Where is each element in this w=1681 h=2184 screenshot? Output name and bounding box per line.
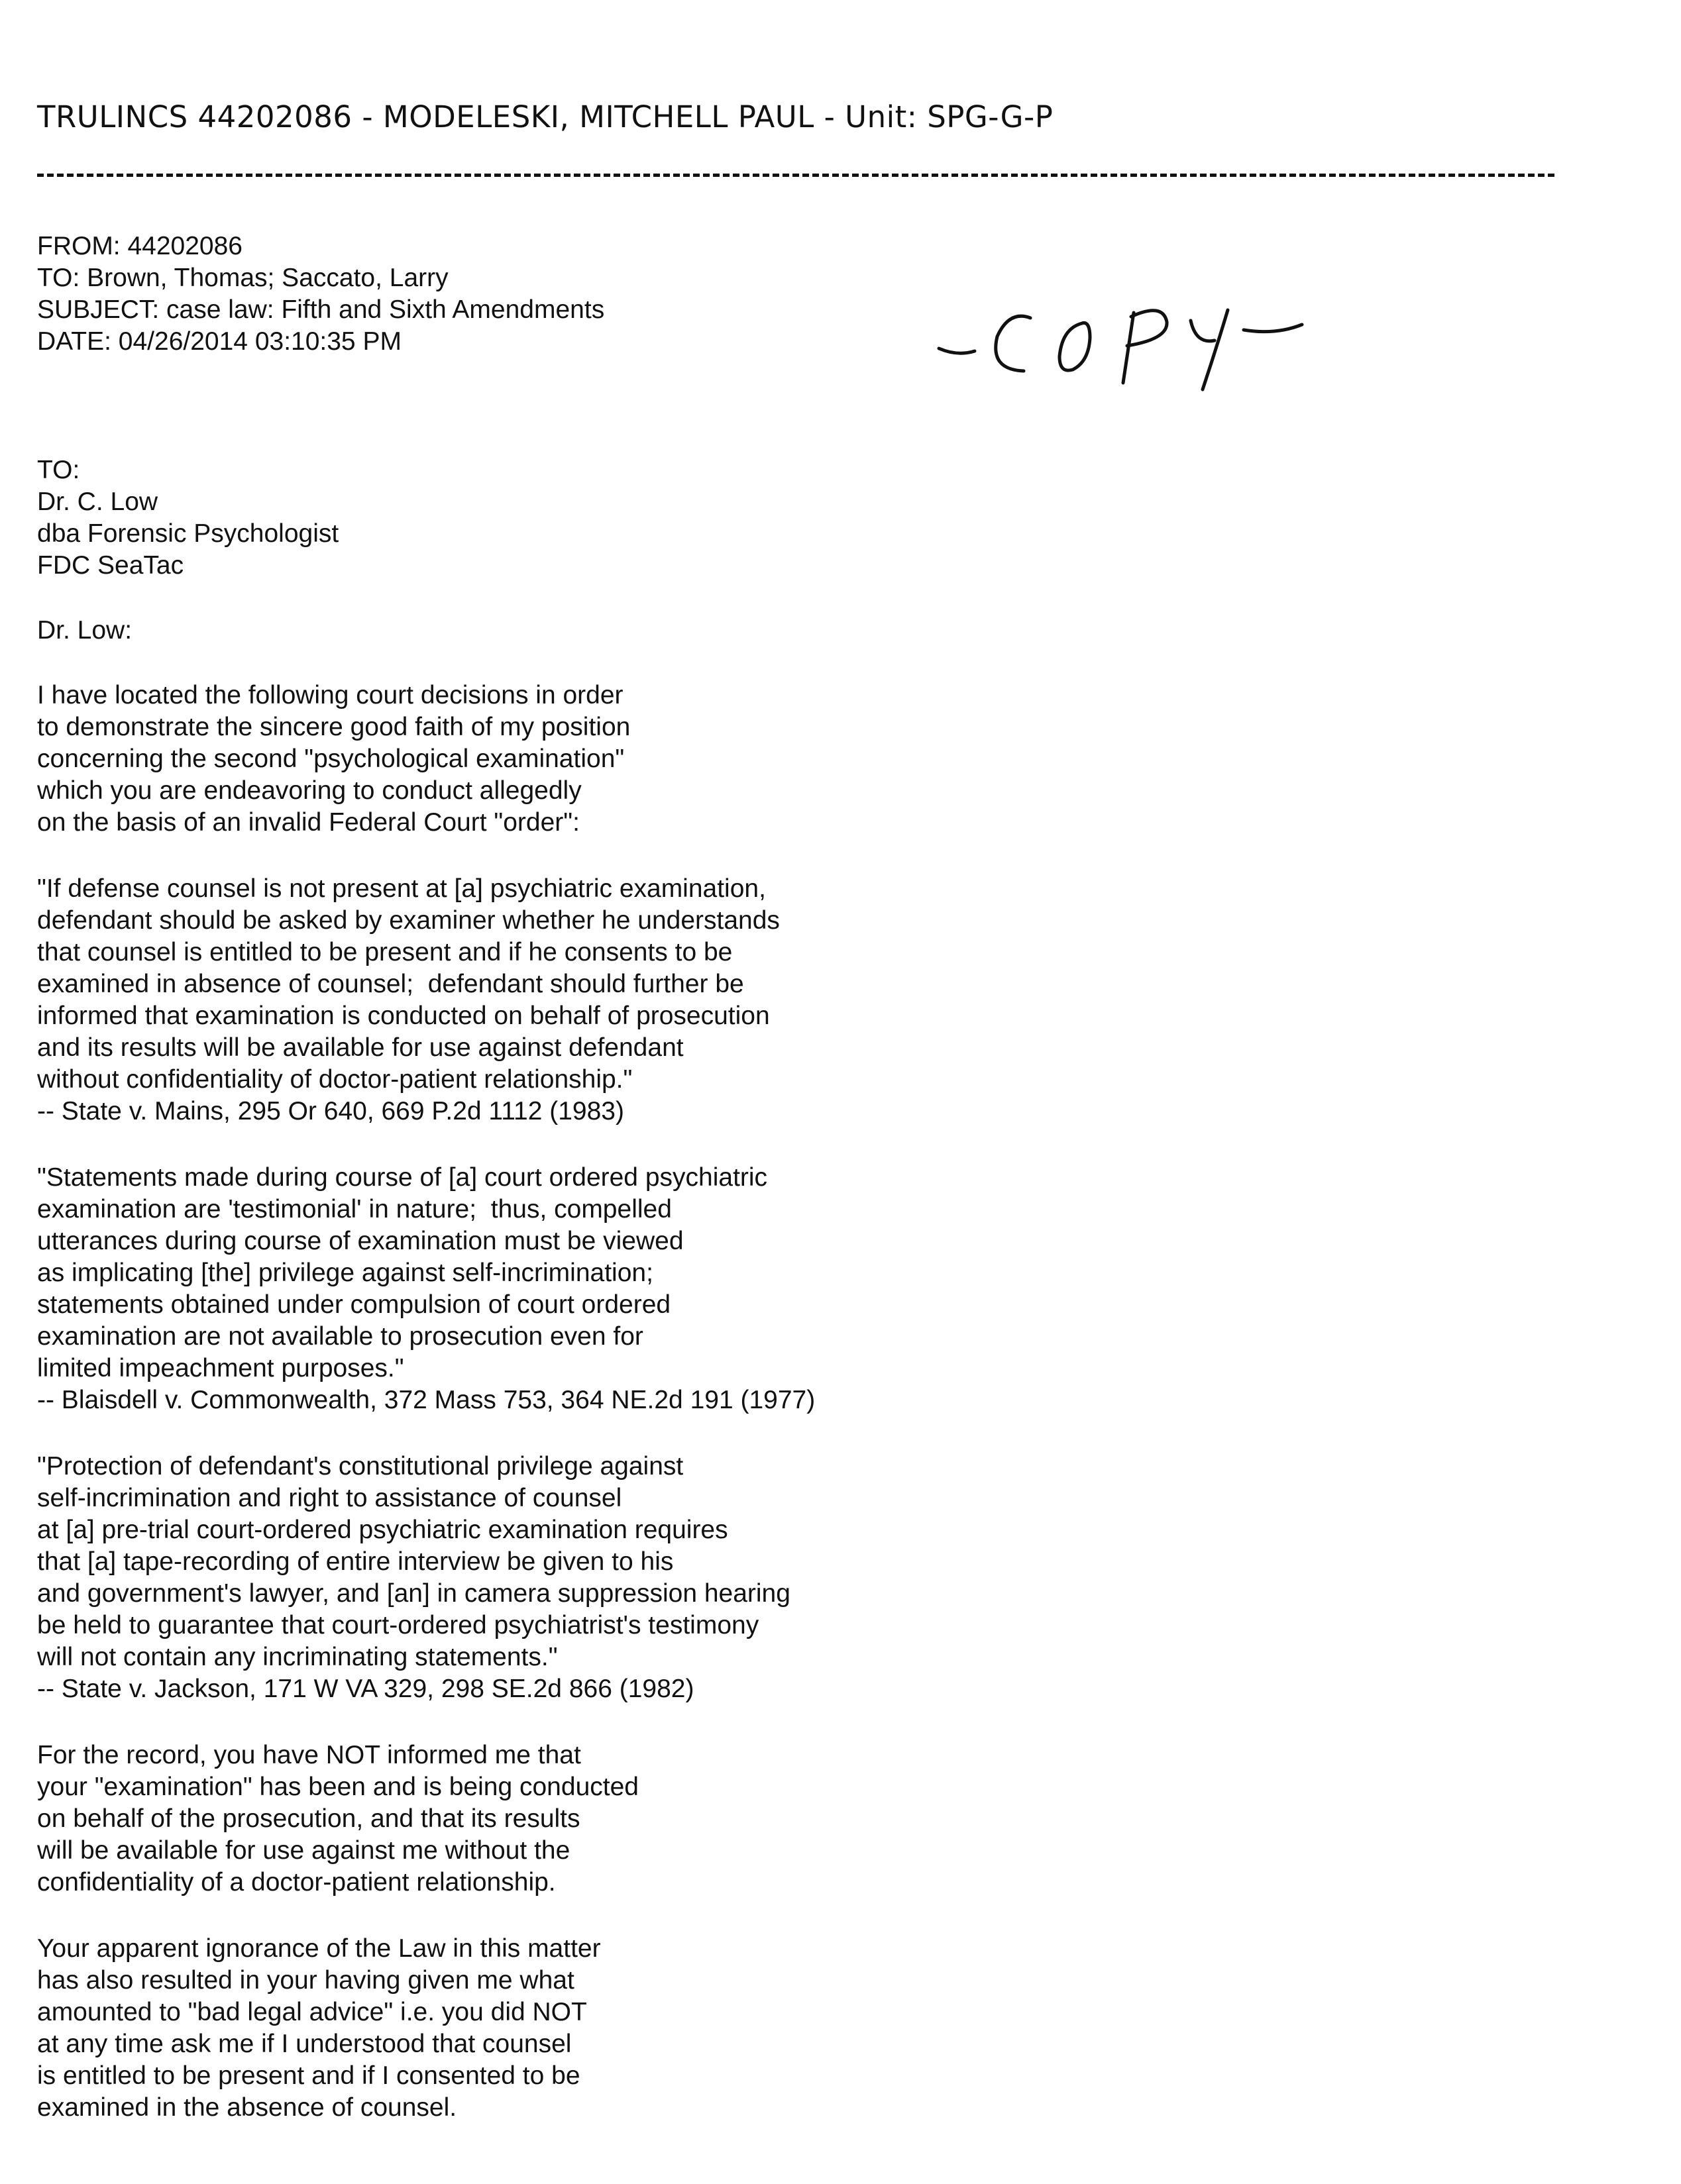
quote1-line: "If defense counsel is not present at [a] psychiatric examination,	[37, 874, 766, 903]
quote2-citation: -- Blaisdell v. Commonwealth, 372 Mass 753, 364 NE.2d 191 (1977)	[37, 1386, 816, 1414]
message-header	[37, 231, 604, 358]
para2-line: Your apparent ignorance of the Law in this matter	[37, 1934, 601, 1963]
quote1-line: examined in absence of counsel; defendant should further be	[37, 970, 744, 998]
quote2-line: utterances during course of examination must be viewed	[37, 1227, 684, 1255]
date-line: DATE: 04/26/2014 03:10:35 PM	[37, 327, 402, 356]
para2-line: at any time ask me if I understood that counsel	[37, 2030, 572, 2058]
address-name: Dr. C. Low	[37, 488, 158, 516]
intro-line: which you are endeavoring to conduct allegedly	[37, 776, 582, 805]
para2-line: has also resulted in your having given me what	[37, 1966, 574, 1995]
intro-line: I have located the following court decisions in order	[37, 681, 624, 709]
para1-line: For the record, you have NOT informed me that	[37, 1741, 581, 1769]
para1-line: your "examination" has been and is being conducted	[37, 1773, 639, 1801]
quote2-line: examination are 'testimonial' in nature; thus, compelled	[37, 1195, 672, 1223]
quote2-line: examination are not available to prosecution even for	[37, 1322, 643, 1351]
para2-line: is entitled to be present and if I consented to be	[37, 2061, 580, 2090]
intro-line: concerning the second "psychological examination"	[37, 745, 625, 773]
quote3-line: be held to guarantee that court-ordered psychiatrist's testimony	[37, 1611, 759, 1639]
quote3-line: "Protection of defendant's constitutional privilege against	[37, 1452, 684, 1481]
quote2-line: "Statements made during course of [a] court ordered psychiatric	[37, 1163, 768, 1192]
quote1-line: that counsel is entitled to be present and if he consents to be	[37, 938, 733, 966]
copy-handwritten-stamp	[931, 290, 1342, 396]
quote3-line: will not contain any incriminating statements."	[37, 1643, 558, 1671]
quote1-line: without confidentiality of doctor-patient relationship."	[37, 1065, 633, 1094]
trulincs-header: TRULINCS 44202086 - MODELESKI, MITCHELL PAUL - Unit: SPG-G-P	[37, 99, 1054, 134]
quote3-line: and government's lawyer, and [an] in camera suppression hearing	[37, 1579, 790, 1608]
quote1-citation: -- State v. Mains, 295 Or 640, 669 P.2d 1112 (1983)	[37, 1097, 624, 1125]
quote2-line: statements obtained under compulsion of court ordered	[37, 1290, 671, 1319]
salutation: Dr. Low:	[37, 616, 133, 645]
from-line: FROM: 44202086	[37, 232, 243, 260]
quote3-line: at [a] pre-trial court-ordered psychiatric examination requires	[37, 1516, 728, 1544]
quote1-line: defendant should be asked by examiner whether he understands	[37, 906, 780, 935]
address-title: dba Forensic Psychologist	[37, 519, 339, 548]
para2-line: examined in the absence of counsel.	[37, 2093, 457, 2122]
para2-line: amounted to "bad legal advice" i.e. you did NOT	[37, 1998, 587, 2026]
quote3-citation: -- State v. Jackson, 171 W VA 329, 298 SE.2d 866 (1982)	[37, 1675, 694, 1703]
quote3-line: self-incrimination and right to assistance of counsel	[37, 1484, 622, 1512]
subject-line: SUBJECT: case law: Fifth and Sixth Amendments	[37, 295, 605, 324]
quote2-line: as implicating [the] privilege against self-incrimination;	[37, 1259, 653, 1287]
address-location: FDC SeaTac	[37, 551, 184, 580]
address-label: TO:	[37, 456, 80, 484]
quote1-line: informed that examination is conducted on behalf of prosecution	[37, 1002, 770, 1030]
quote1-line: and its results will be available for use against defendant	[37, 1033, 684, 1062]
quote2-line: limited impeachment purposes."	[37, 1354, 404, 1382]
dashed-divider	[37, 174, 1554, 177]
para1-line: on behalf of the prosecution, and that its results	[37, 1804, 580, 1833]
to-line: TO: Brown, Thomas; Saccato, Larry	[37, 264, 449, 292]
para1-line: will be available for use against me without the	[37, 1836, 570, 1865]
intro-line: to demonstrate the sincere good faith of my position	[37, 713, 631, 741]
intro-line: on the basis of an invalid Federal Court "order":	[37, 808, 580, 837]
para1-line: confidentiality of a doctor-patient relationship.	[37, 1868, 556, 1897]
quote3-line: that [a] tape-recording of entire interview be given to his	[37, 1547, 674, 1576]
